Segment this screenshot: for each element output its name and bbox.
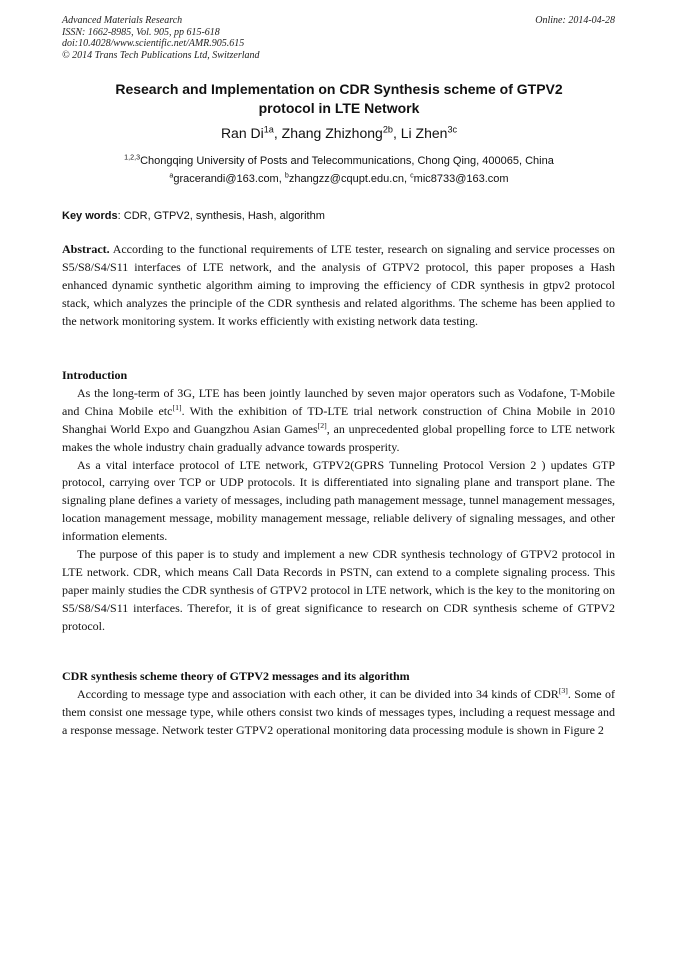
author-3-sup: 3c [447, 124, 458, 135]
affiliation-text: Chongqing University of Posts and Telecommunications, Chong Qing, 400065, China [140, 155, 554, 167]
email-c[interactable]: mic8733@163.com [413, 173, 509, 185]
abstract-text: According to the functional requirements of LTE tester, research on signaling and service processes on S5/S8/S4/S11 interfaces of LTE network, and the analysis of GTPV2 protocol, this paper proposes a Hash enhanced dynamic synthetic algorithm aiming to improving the efficiency of CDR synthesis in gtpv2 protocol stack, which analyzes the principle of the CDR synthesis and related algorithms. The scheme has been applied to the network monitoring system. It works efficiently with existing network data testing. [62, 242, 615, 328]
cdr-paragraph-1 [62, 686, 615, 740]
affiliation-line [62, 152, 616, 170]
introduction-section [62, 367, 615, 636]
keywords-label: Key words [62, 210, 118, 222]
author-list [62, 124, 616, 142]
email-line [62, 170, 616, 188]
online-date: Online: 2014-04-28 [535, 15, 615, 26]
citation-1[interactable]: [1] [172, 402, 182, 412]
journal-name: Advanced Materials Research [62, 15, 183, 26]
keywords [62, 209, 616, 223]
citation-3[interactable]: [3] [558, 685, 568, 695]
email-b[interactable]: zhangzz@cqupt.edu.cn, [288, 173, 411, 185]
author-1-sup: 1a [263, 124, 274, 135]
email-a-sup: a [169, 171, 174, 180]
cdr-p1-text-b: . Some of them consist one message type, while others consist two kinds of messages types, including a request message and a response message. Network tester GTPV2 operational monitoring data processing module is shown in Figure 2 [62, 686, 615, 737]
title-line-2: protocol in LTE Network [258, 100, 420, 116]
intro-paragraph-3: The purpose of this paper is to study and implement a new CDR synthesis technology of GTPV2 protocol in LTE network. CDR, which means Call Data Records in PSTN, can extend to a complete signaling process. This paper mainly studies the CDR synthesis of GTPV2 protocol in LTE network, which is the key to the monitoring on S5/S8/S4/S11 interfaces. Therefor, it is of great significance to research on CDR synthesis scheme of GTPV2 protocol. [62, 547, 615, 633]
citation-2[interactable]: [2] [317, 420, 327, 430]
intro-paragraph-1 [62, 385, 615, 457]
affiliation-sup: 1,2,3 [124, 153, 141, 162]
cdr-section [62, 668, 615, 740]
affiliation-block [62, 152, 616, 188]
email-c-sup: c [410, 171, 414, 180]
journal-header [62, 15, 260, 61]
cdr-p1-text-a: According to message type and association with each other, it can be divided into 34 kinds of CDR [77, 686, 559, 701]
abstract-paragraph [62, 241, 615, 331]
title-line-1: Research and Implementation on CDR Synthesis scheme of GTPV2 [115, 81, 563, 97]
copyright-line: © 2014 Trans Tech Publications Ltd, Switzerland [62, 49, 260, 61]
abstract [62, 241, 615, 331]
intro-p1-text-b: . With the exhibition of TD-LTE trial network construction of China Mobile in 2010 Shanghai World Expo and Guangzhou Asian Games [62, 403, 616, 436]
keywords-text: : CDR, GTPV2, synthesis, Hash, algorithm [117, 210, 325, 222]
intro-p1-text-a: As the long-term of 3G, LTE has been jointly launched by seven major operators such as Vodafone, T-Mobile and China Mobile etc [62, 385, 615, 418]
intro-p1-text-c: , an unprecedented global propelling force to LTE network makes the whole industry chain gradually advance towards prosperity. [62, 421, 615, 454]
author-separator: , [273, 125, 282, 141]
author-3: Li Zhen [400, 125, 448, 141]
cdr-heading: CDR synthesis scheme theory of GTPV2 messages and its algorithm [62, 669, 410, 683]
email-b-sup: b [284, 171, 289, 180]
author-2-sup: 2b [382, 124, 393, 135]
intro-paragraph-2: As a vital interface protocol of LTE network, GTPV2(GPRS Tunneling Protocol Version 2 ) updates GTP protocol, carrying over TCP or UDP protocols. It is differentiated into signaling plane and transport plane. The signaling plane defines a variety of messages, including path management message, tunnel management messages, location management message, mobility management message, reliable delivery of signaling messages, and other information elements. [62, 457, 615, 544]
paper-title [62, 80, 616, 118]
author-1: Ran Di [220, 125, 264, 141]
issn-line: ISSN: 1662-8985, Vol. 905, pp 615-618 [62, 26, 220, 38]
email-a[interactable]: gracerandi@163.com, [173, 173, 285, 185]
abstract-label: Abstract. [62, 242, 110, 256]
author-separator: , [392, 125, 401, 141]
introduction-heading: Introduction [62, 368, 128, 382]
doi-line[interactable]: doi:10.4028/www.scientific.net/AMR.905.615 [62, 38, 245, 49]
author-2: Zhang Zhizhong [281, 125, 383, 141]
